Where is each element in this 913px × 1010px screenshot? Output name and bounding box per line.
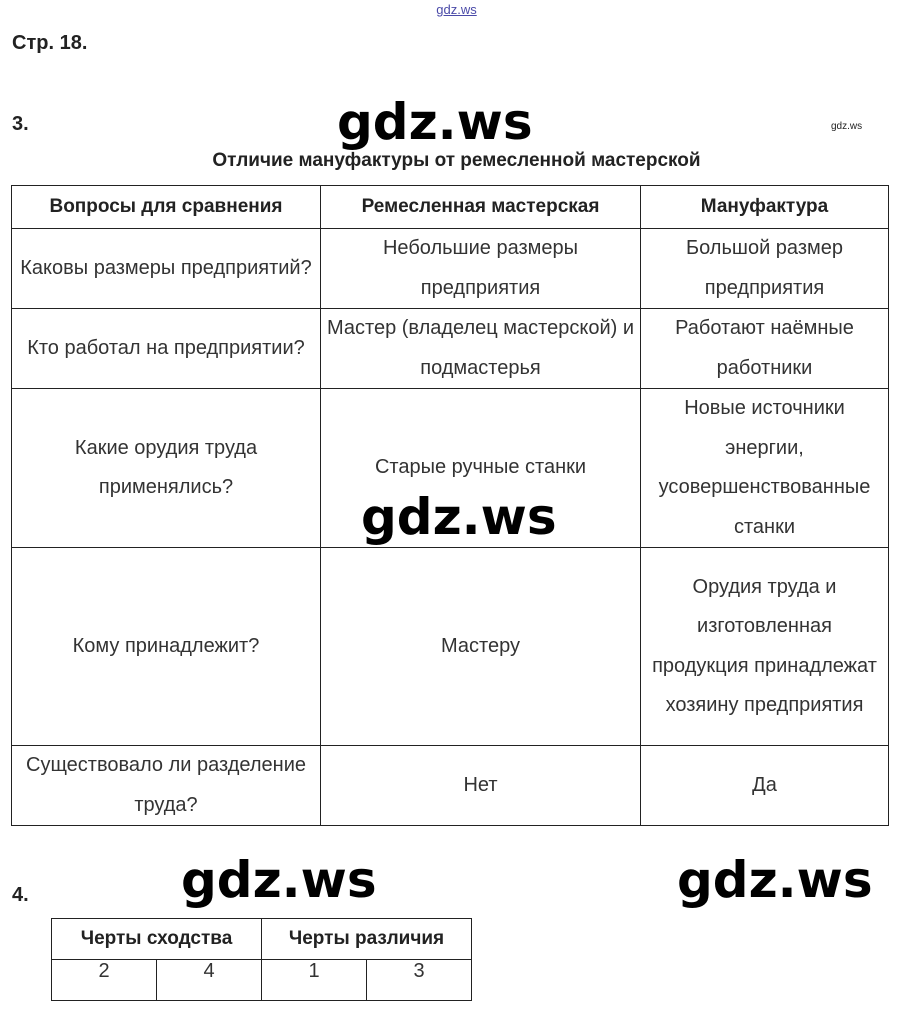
table-row <box>12 309 889 389</box>
table-cell: 3 <box>367 960 472 1001</box>
table-cell: Каковы размеры предприятий? <box>12 229 321 309</box>
table-cell: Нет <box>321 746 641 826</box>
header-differences: Черты различия <box>262 919 472 960</box>
features-table <box>51 918 472 1001</box>
table-cell: Орудия труда и изготовленная продукция принадлежат хозяину предприятия <box>641 548 889 746</box>
table-cell: 4 <box>157 960 262 1001</box>
page-reference: Стр. 18. <box>12 32 88 54</box>
table-cell: Мастеру <box>321 548 641 746</box>
header-manufactory: Мануфактура <box>641 186 889 229</box>
table-cell: Кому принадлежит? <box>12 548 321 746</box>
table-row <box>12 229 889 309</box>
table-cell: 2 <box>52 960 157 1001</box>
table-cell: Работают наёмные работники <box>641 309 889 389</box>
watermark-large: gdz.ws <box>337 93 533 151</box>
table-header-row <box>12 186 889 229</box>
table-cell: Мастер (владелец мастерской) и подмастерья <box>321 309 641 389</box>
watermark-top[interactable]: gdz.ws <box>436 2 477 17</box>
table-cell: Какие орудия труда применялись? <box>12 389 321 548</box>
header-similarities: Черты сходства <box>52 919 262 960</box>
watermark-small: gdz.ws <box>831 121 863 132</box>
table-row <box>12 548 889 746</box>
table-cell: Небольшие размеры предприятия <box>321 229 641 309</box>
table-cell: 1 <box>262 960 367 1001</box>
table-cell: Да <box>641 746 889 826</box>
watermark-large: gdz.ws <box>181 851 377 909</box>
table-cell: Кто работал на предприятии? <box>12 309 321 389</box>
task-4-number: 4. <box>12 884 29 906</box>
table-cell: Старые ручные станки <box>321 389 641 548</box>
table-cell: Существовало ли разделение труда? <box>12 746 321 826</box>
table-row <box>52 960 472 1001</box>
header-workshop: Ремесленная мастерская <box>321 186 641 229</box>
table-row <box>12 746 889 826</box>
table-title: Отличие мануфактуры от ремесленной мастерской <box>212 150 701 171</box>
table-header-row <box>52 919 472 960</box>
watermark-large: gdz.ws <box>361 488 557 546</box>
table-cell: Большой размер предприятия <box>641 229 889 309</box>
watermark-large: gdz.ws <box>677 851 873 909</box>
header-questions: Вопросы для сравнения <box>12 186 321 229</box>
task-3-number: 3. <box>12 113 29 135</box>
table-cell: Новые источники энергии, усовершенствованные станки <box>641 389 889 548</box>
